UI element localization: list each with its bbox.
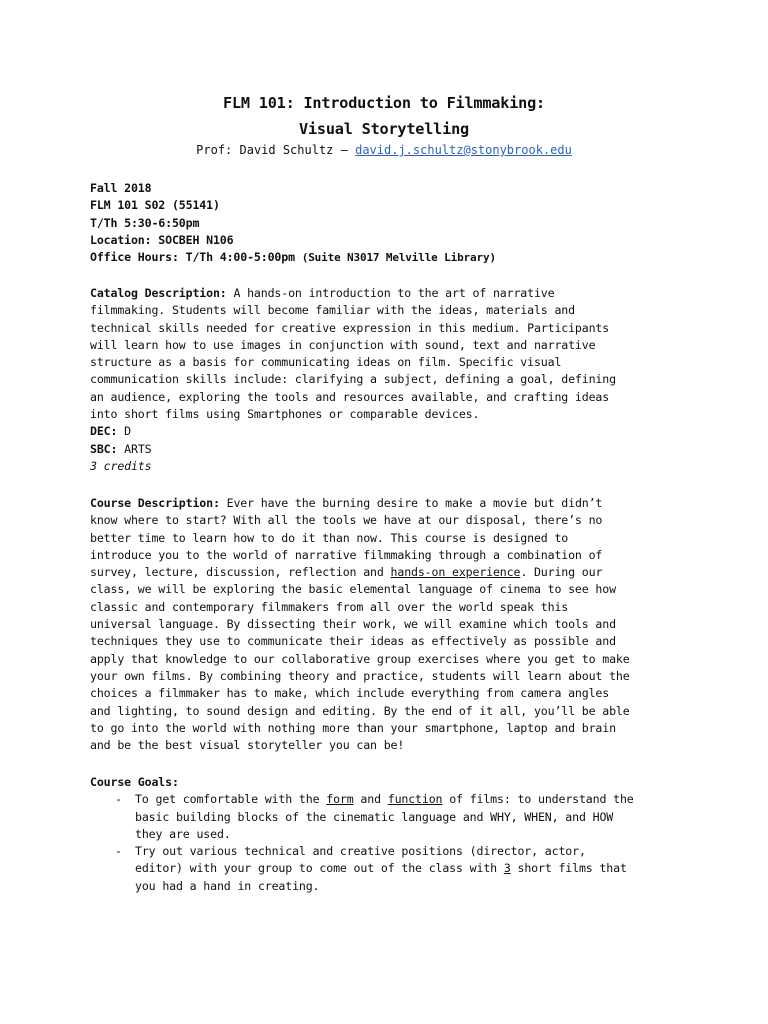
- course-line: better time to learn how to do it than now. This course is designed to: [90, 530, 569, 545]
- course-line: [90, 564, 690, 581]
- location: Location: SOCBEH N106: [90, 232, 234, 247]
- course-line: and lighting, to sound design and editing. By the end of it all, you’ll be able: [90, 703, 630, 718]
- sbc-value: ARTS: [117, 441, 152, 456]
- course-line: universal language. By dissecting their work, we will examine which tools and: [90, 617, 616, 632]
- professor-line: [0, 143, 768, 157]
- office-hours: [90, 249, 690, 266]
- course-line: apply that knowledge to our collaborative group exercises where you get to make: [90, 651, 630, 666]
- bullet-dash: -: [115, 792, 122, 807]
- function-underlined: function: [387, 792, 443, 807]
- course-line: to go into the world with nothing more than your smartphone, laptop and brain: [90, 720, 616, 735]
- hands-on-experience-underlined: hands-on experience: [390, 565, 521, 580]
- catalog-line: an audience, exploring the tools and resources available, and crafting ideas: [90, 389, 610, 404]
- catalog-line: technical skills needed for creative expression in this medium. Participants: [90, 320, 610, 335]
- form-underlined: form: [326, 792, 354, 807]
- course-title: FLM 101: Introduction to Filmmaking:: [223, 94, 545, 112]
- goal-text: editor) with your group to come out of the class with: [135, 861, 504, 876]
- course-line: introduce you to the world of narrative filmmaking through a combination of: [90, 547, 603, 562]
- goal-text: and: [353, 792, 388, 807]
- course-line: and be the best visual storyteller you can be!: [90, 738, 405, 753]
- goal-text: of films: to understand the: [442, 792, 634, 807]
- catalog-line: into short films using Smartphones or comparable devices.: [90, 407, 480, 422]
- course-description: [90, 495, 690, 754]
- catalog-line: A hands-on introduction to the art of narrative: [226, 286, 555, 300]
- course-line: class, we will be exploring the basic elemental language of cinema to see how: [90, 582, 616, 597]
- course-line: techniques they use to communicate their ideas as effectively as possible and: [90, 634, 616, 649]
- course-line: choices a filmmaker has to make, which include everything from camera angles: [90, 686, 610, 701]
- catalog-line: communication skills include: clarifying a subject, defining a goal, defining: [90, 372, 616, 387]
- dec-row: [90, 423, 690, 440]
- course-subtitle: Visual Storytelling: [299, 120, 469, 138]
- credits: 3 credits: [90, 458, 152, 473]
- dec-label: DEC:: [90, 424, 118, 439]
- catalog-description: [90, 285, 690, 475]
- course-line: your own films. By combining theory and practice, students will learn about the: [90, 668, 630, 683]
- course-line: Ever have the burning desire to make a movie but didn’t: [219, 496, 603, 510]
- course-goals: [90, 774, 690, 895]
- three-underlined: 3: [503, 861, 511, 876]
- meeting-time: T/Th 5:30-6:50pm: [90, 215, 200, 230]
- catalog-line: filmmaking. Students will become familiar with the ideas, materials and: [90, 303, 575, 318]
- catalog-label: Catalog Description:: [90, 286, 227, 300]
- term: Fall 2018: [90, 181, 152, 195]
- course-line: know where to start? With all the tools we have at our disposal, there’s no: [90, 513, 603, 528]
- professor-name: Prof: David Schultz –: [196, 143, 356, 157]
- goal-text: To get comfortable with the: [135, 792, 327, 807]
- goal-text: basic building blocks of the cinematic language and WHY, WHEN, and HOW: [135, 809, 614, 824]
- course-goals-label: Course Goals:: [90, 775, 179, 789]
- goal-text: Try out various technical and creative positions (director, actor,: [135, 844, 586, 859]
- sbc-row: [90, 441, 690, 458]
- bullet-dash: -: [115, 844, 122, 859]
- course-line: classic and contemporary filmmakers from all over the world speak this: [90, 599, 569, 614]
- office-hours-time: Office Hours: T/Th 4:00-5:00pm: [90, 250, 302, 265]
- office-hours-place: (Suite N3017 Melville Library): [301, 251, 496, 265]
- course-meta: [90, 180, 690, 266]
- catalog-line: structure as a basis for communicating ideas on film. Specific visual: [90, 355, 562, 370]
- goal-text: short films that: [510, 861, 627, 876]
- goal-item: [90, 843, 690, 895]
- goal-text: you had a hand in creating.: [135, 878, 320, 893]
- sbc-label: SBC:: [90, 441, 118, 456]
- dec-value: D: [117, 424, 131, 439]
- goal-text: they are used.: [135, 826, 231, 841]
- course-line-text: . During our: [520, 565, 603, 580]
- section: FLM 101 S02 (55141): [90, 198, 220, 213]
- course-line-text: survey, lecture, discussion, reflection and: [90, 565, 391, 580]
- goal-list: [90, 791, 690, 895]
- course-description-label: Course Description:: [90, 496, 220, 510]
- professor-email-link[interactable]: david.j.schultz@stonybrook.edu: [355, 143, 572, 157]
- goal-item: [90, 791, 690, 843]
- catalog-line: will learn how to use images in conjunction with sound, text and narrative: [90, 337, 596, 352]
